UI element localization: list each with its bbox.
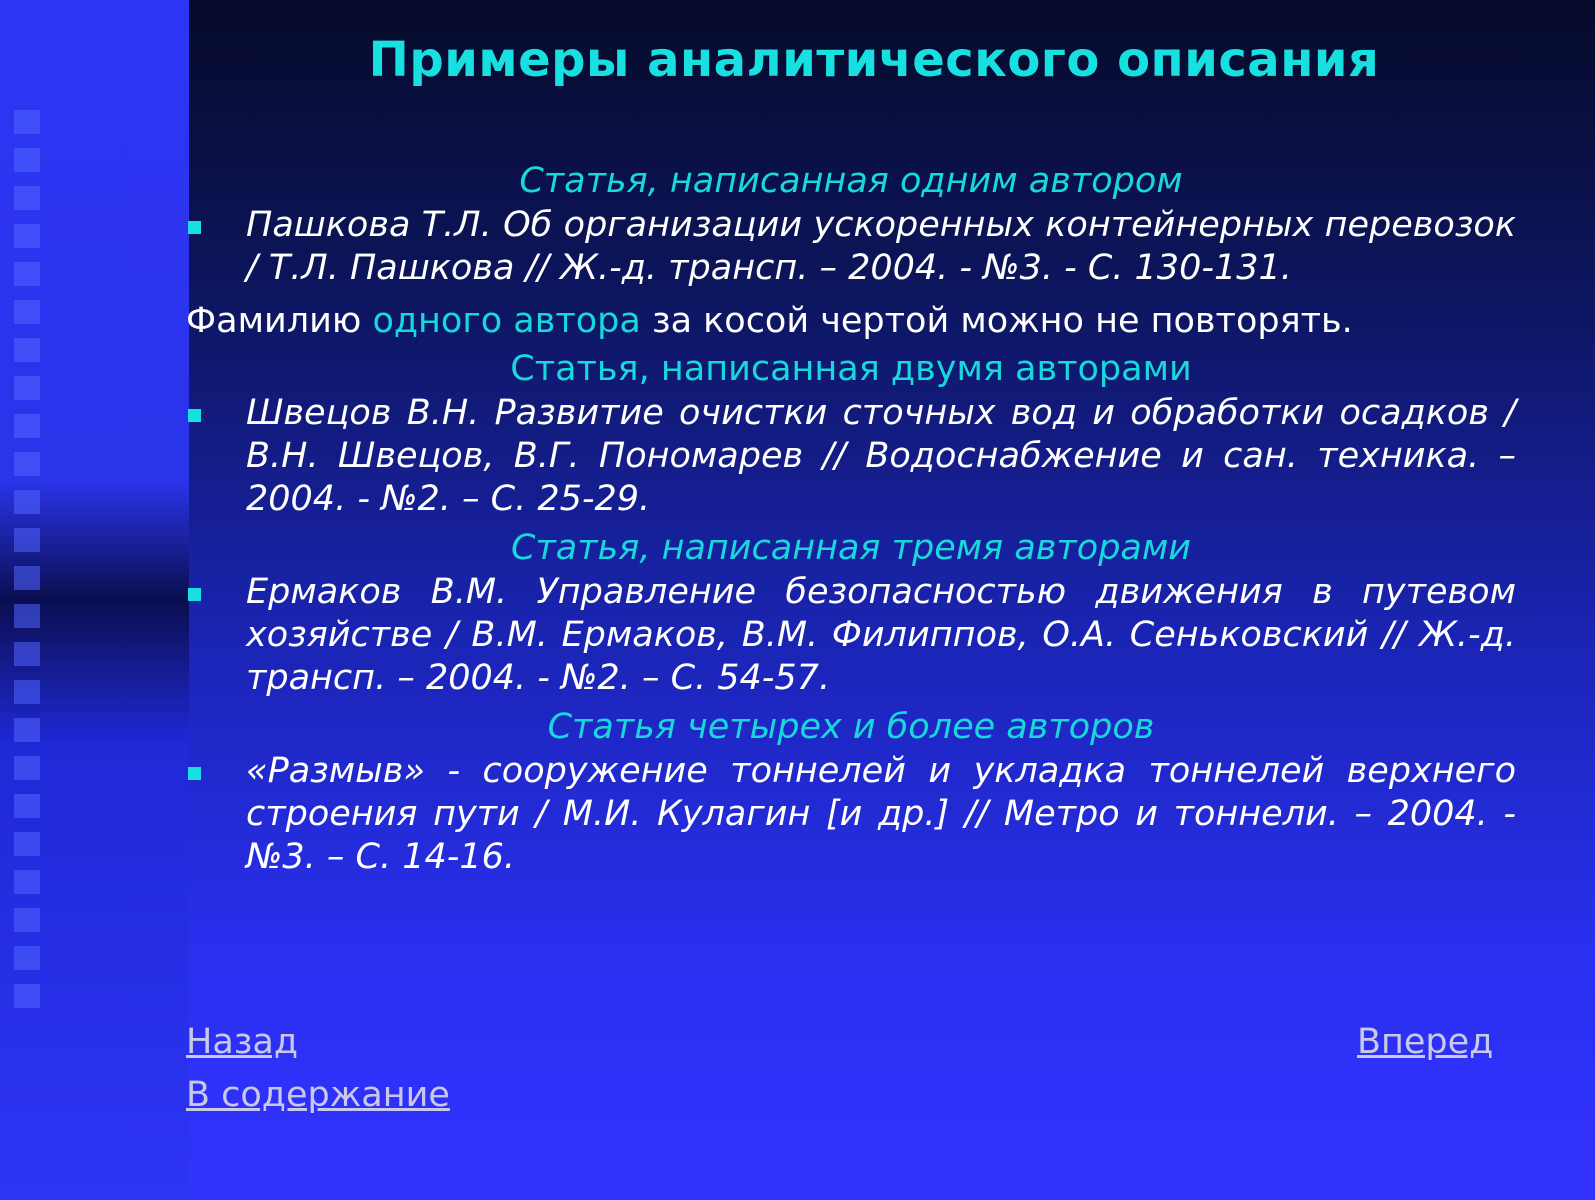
bibliography-entry-four-authors [186, 750, 1516, 879]
entry-text: Пашкова Т.Л. Об организации ускоренных контейнерных перевозок / Т.Л. Пашкова // Ж.-д. трансп. – 2004. - №3. - С. 130-131. [246, 205, 1516, 288]
section-heading-two-authors: Статья, написанная двумя авторами [510, 349, 1192, 389]
bullet-icon [188, 767, 201, 780]
forward-link[interactable]: Вперед [1357, 1022, 1494, 1062]
bullet-icon [188, 588, 201, 601]
entry-text: Швецов В.Н. Развитие очистки сточных вод и обработки осадков / В.Н. Швецов, В.Г. Пономарев // Водоснабжение и сан. техника. – 2004. - №2. – С. 25-29. [246, 393, 1516, 519]
note-before: Фамилию [186, 301, 373, 341]
note-highlight: одного автора [372, 301, 641, 341]
entry-text: Ермаков В.М. Управление безопасностью движения в путевом хозяйстве / В.М. Ермаков, В.М. Филиппов, О.А. Сеньковский // Ж.-д. трансп. – 2004. - №2. – С. 54-57. [246, 572, 1516, 698]
section-heading-four-authors: Статья четырех и более авторов [547, 707, 1155, 747]
bullet-icon [188, 221, 201, 234]
note-after: за косой чертой можно не повторять. [640, 301, 1353, 341]
section-heading-three-authors: Статья, написанная тремя авторами [510, 528, 1192, 568]
section-heading-one-author: Статья, написанная одним автором [519, 161, 1183, 201]
decorative-squares [14, 110, 42, 1022]
entry-text: «Размыв» - сооружение тоннелей и укладка тоннелей верхнего строения пути / М.И. Кулагин [и др.] // Метро и тоннели. – 2004. - №3. – С. 14-16. [246, 751, 1516, 877]
note-text [186, 300, 1516, 342]
bibliography-entry-two-authors [186, 392, 1516, 521]
slide-title: Примеры аналитического описания [368, 32, 1380, 88]
bibliography-entry-one-author [186, 204, 1516, 290]
left-decorative-strip [0, 0, 189, 1200]
back-link[interactable]: Назад [186, 1022, 299, 1062]
slide-content [186, 160, 1516, 879]
contents-link[interactable]: В содержание [186, 1075, 450, 1115]
bullet-icon [188, 409, 201, 422]
bibliography-entry-three-authors [186, 571, 1516, 700]
